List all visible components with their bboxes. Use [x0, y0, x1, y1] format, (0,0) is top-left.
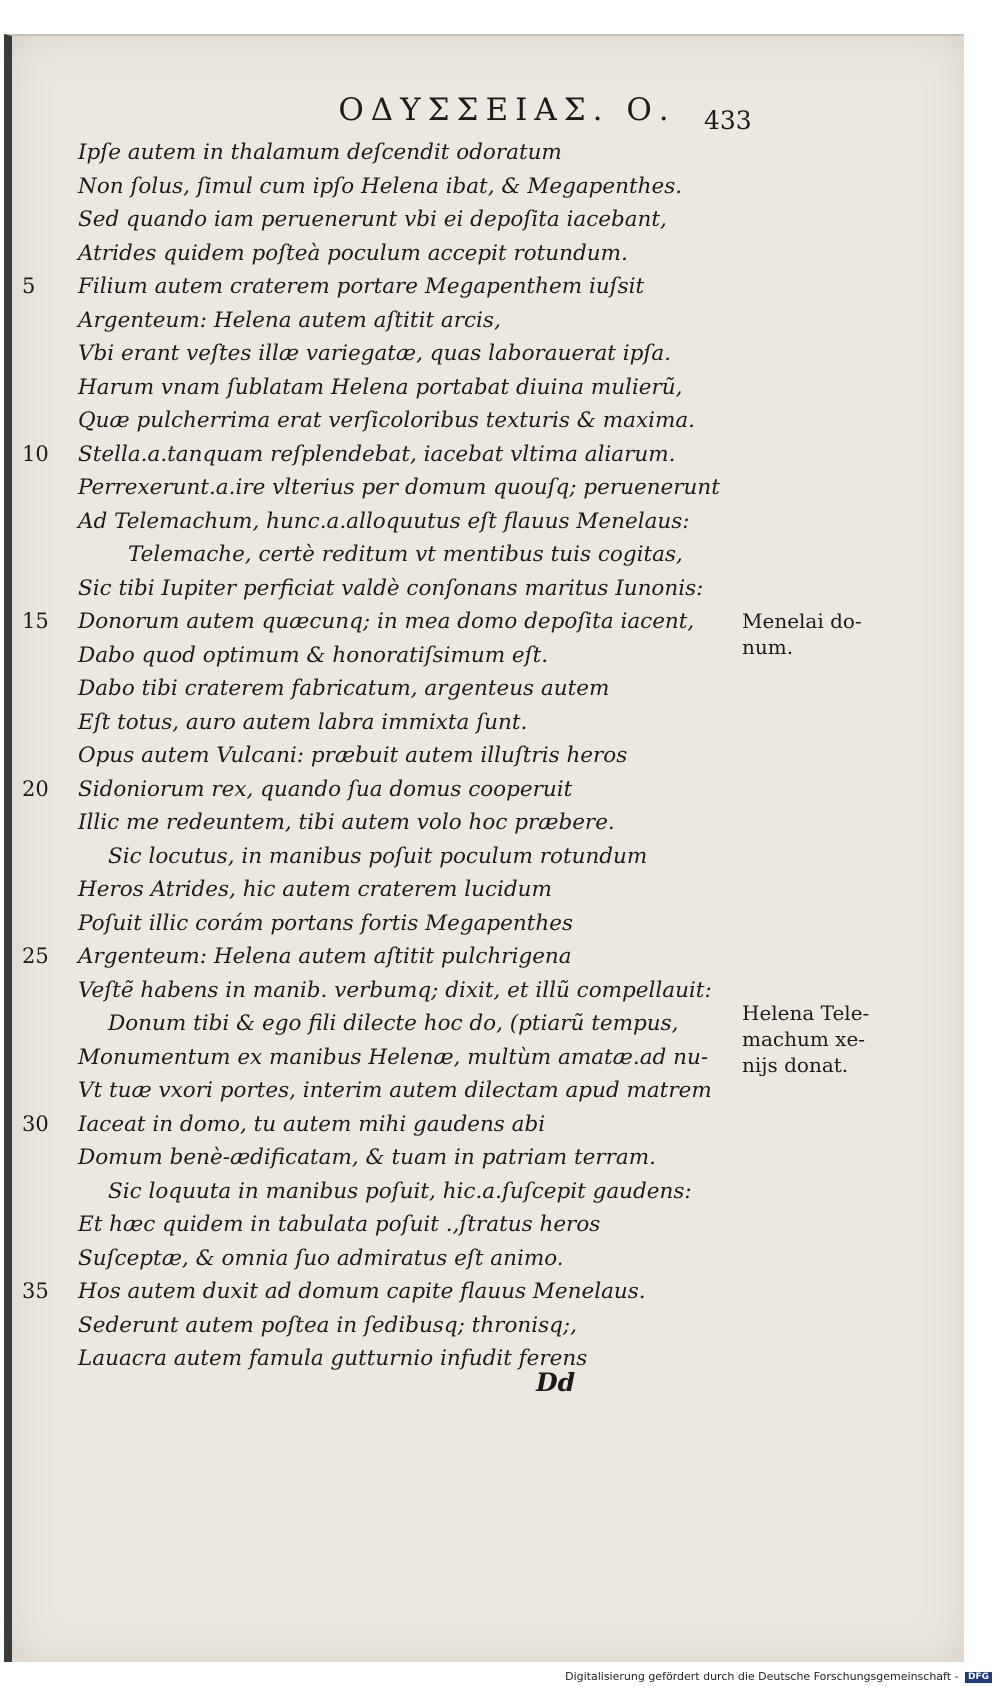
- verse-line: [78, 1074, 738, 1108]
- running-head: ΟΔΥΣΣΕΙΑΣ. Ο.: [338, 92, 676, 128]
- verse-text: Opus autem Vulcani: præbuit autem illuſtris heros: [78, 743, 628, 768]
- verse-line: [78, 538, 738, 572]
- book-page: [4, 34, 964, 1662]
- marginal-note-line: Helena Tele-: [742, 1001, 870, 1025]
- verse-line: [78, 806, 738, 840]
- verse-text: Harum vnam ſublatam Helena portabat diuina mulierũ,: [78, 374, 683, 400]
- verse-line: [78, 136, 738, 170]
- verse-line: [22, 940, 738, 974]
- verse-line: [78, 1007, 738, 1041]
- verse-text: Hos autem duxit ad domum capite flauus Menelaus.: [78, 1279, 646, 1304]
- verse-text: Quæ pulcherrima erat verſicoloribus texturis & maxima.: [78, 408, 696, 433]
- credit-text: Digitalisierung gefördert durch die Deutsche Forschungsgemeinschaft -: [565, 1670, 959, 1683]
- verse-text: Et hæc quidem in tabulata poſuit .,ſtratus heros: [78, 1212, 601, 1237]
- verse-line: [78, 840, 738, 874]
- verse-text: Perrexerunt.a.ire vlterius per domum quouſq; peruenerunt: [78, 475, 720, 500]
- verse-line: [78, 237, 738, 271]
- verse-line: [78, 1342, 738, 1376]
- line-number: 10: [22, 441, 49, 466]
- verse-line: [78, 1242, 738, 1276]
- verse-line: [78, 572, 738, 606]
- verse-text: Illic me redeuntem, tibi autem volo hoc præbere.: [78, 810, 615, 835]
- verse-text: Heros Atrides, hic autem craterem lucidum: [78, 877, 552, 902]
- verse-text: Iaceat in domo, tu autem mihi gaudens abi: [78, 1111, 546, 1137]
- verse-line: [22, 270, 738, 304]
- verse-text: Ad Telemachum, hunc.a.alloquutus eſt flauus Menelaus:: [78, 508, 690, 534]
- verse-text: Telemache, certè reditum vt mentibus tuis cogitas,: [128, 542, 683, 567]
- verse-line: [22, 773, 738, 807]
- verse-text: Vbi erant veſtes illæ variegatæ, quas laborauerat ipſa.: [78, 341, 671, 366]
- verse-text: Atrides quidem poſteà poculum accepit rotundum.: [78, 240, 628, 266]
- verse-line: [22, 438, 738, 472]
- verse-text: Suſceptæ, & omnia ſuo admiratus eſt animo.: [78, 1245, 564, 1271]
- verse-line: [22, 1108, 738, 1142]
- verse-line: [78, 371, 738, 405]
- verse-line: [78, 505, 738, 539]
- verse-text: Non ſolus, ſimul cum ipſo Helena ibat, & Megapenthes.: [78, 173, 683, 199]
- marginal-note-line: Menelai do-: [742, 609, 862, 633]
- verse-line: [78, 471, 738, 505]
- verse-line: [78, 203, 738, 237]
- verse-line: [78, 1208, 738, 1242]
- verse-text: Filium autem craterem portare Megapenthem iuſsit: [78, 274, 645, 299]
- verse-text: Sic locutus, in manibus poſuit poculum rotundum: [108, 843, 648, 869]
- line-number: 20: [22, 776, 49, 801]
- verse-line: [78, 873, 738, 907]
- line-number: 15: [22, 609, 49, 633]
- verse-line: [78, 706, 738, 740]
- verse-line: [78, 404, 738, 438]
- dfg-logo: DFG: [965, 1672, 992, 1683]
- verse-line: [78, 304, 738, 338]
- marginal-note-line: nijs donat.: [742, 1053, 849, 1077]
- page-number: 433: [704, 106, 752, 135]
- line-number: 35: [22, 1279, 49, 1303]
- verse-text: Lauacra autem famula gutturnio infudit ferens: [78, 1346, 588, 1371]
- marginal-note-menelai: [742, 608, 912, 660]
- verse-text: Eſt totus, auro autem labra immixta ſunt.: [78, 709, 528, 735]
- line-number: 30: [22, 1111, 49, 1136]
- marginal-note-line: machum xe-: [742, 1027, 866, 1051]
- digitization-credit: [565, 1670, 992, 1683]
- verse-text: Donum tibi & ego fili dilecte hoc do, (ptiarũ tempus,: [108, 1011, 679, 1036]
- marginal-note-line: num.: [742, 635, 794, 659]
- verse-line: [78, 739, 738, 773]
- verse-text: Monumentum ex manibus Helenæ, multùm amatæ.ad nu-: [78, 1044, 709, 1070]
- catchword: Dd: [536, 1368, 576, 1397]
- verse-block: [22, 136, 738, 1376]
- verse-text: Poſuit illic corám portans fortis Megapenthes: [78, 910, 573, 936]
- verse-text: Stella.a.tanquam reſplendebat, iacebat vltima aliarum.: [78, 441, 676, 467]
- verse-text: Sederunt autem poſtea in ſedibusq; thronisq;,: [78, 1312, 577, 1338]
- verse-line: [78, 170, 738, 204]
- verse-text: Argenteum: Helena autem aſtitit arcis,: [78, 307, 501, 333]
- verse-text: Sic loquuta in manibus poſuit, hic.a.ſuſcepit gaudens:: [108, 1178, 692, 1204]
- verse-text: Donorum autem quæcunq; in mea domo depoſita iacent,: [78, 609, 695, 634]
- line-number: 25: [22, 944, 49, 968]
- verse-text: Sidoniorum rex, quando ſua domus cooperuit: [78, 776, 573, 802]
- verse-line: [78, 1175, 738, 1209]
- verse-line: [78, 1041, 738, 1075]
- verse-text: Sic tibi Iupiter perficiat valdè conſonans maritus Iunonis:: [78, 575, 704, 601]
- verse-line: [78, 639, 738, 673]
- verse-text: Domum benè-ædificatam, & tuam in patriam terram.: [78, 1145, 656, 1170]
- verse-text: Vt tuæ vxori portes, interim autem dilectam apud matrem: [78, 1078, 712, 1103]
- verse-line: [78, 337, 738, 371]
- verse-text: Sed quando iam peruenerunt vbi ei depoſita iacebant,: [78, 207, 667, 232]
- verse-line: [22, 1275, 738, 1309]
- verse-line: [78, 1309, 738, 1343]
- marginal-note-helena: [742, 1000, 912, 1078]
- verse-line: [22, 605, 738, 639]
- verse-text: Ipſe autem in thalamum deſcendit odoratum: [78, 140, 562, 165]
- verse-text: Veſtẽ habens in manib. verbumq; dixit, et illũ compellauit:: [78, 977, 712, 1003]
- line-number: 5: [22, 274, 36, 298]
- verse-text: Dabo quod optimum & honoratiſsimum eſt.: [78, 642, 549, 668]
- verse-line: [78, 907, 738, 941]
- verse-line: [78, 672, 738, 706]
- verse-text: Argenteum: Helena autem aſtitit pulchrigena: [78, 944, 572, 969]
- verse-line: [78, 974, 738, 1008]
- verse-text: Dabo tibi craterem fabricatum, argenteus autem: [78, 676, 610, 701]
- verse-line: [78, 1141, 738, 1175]
